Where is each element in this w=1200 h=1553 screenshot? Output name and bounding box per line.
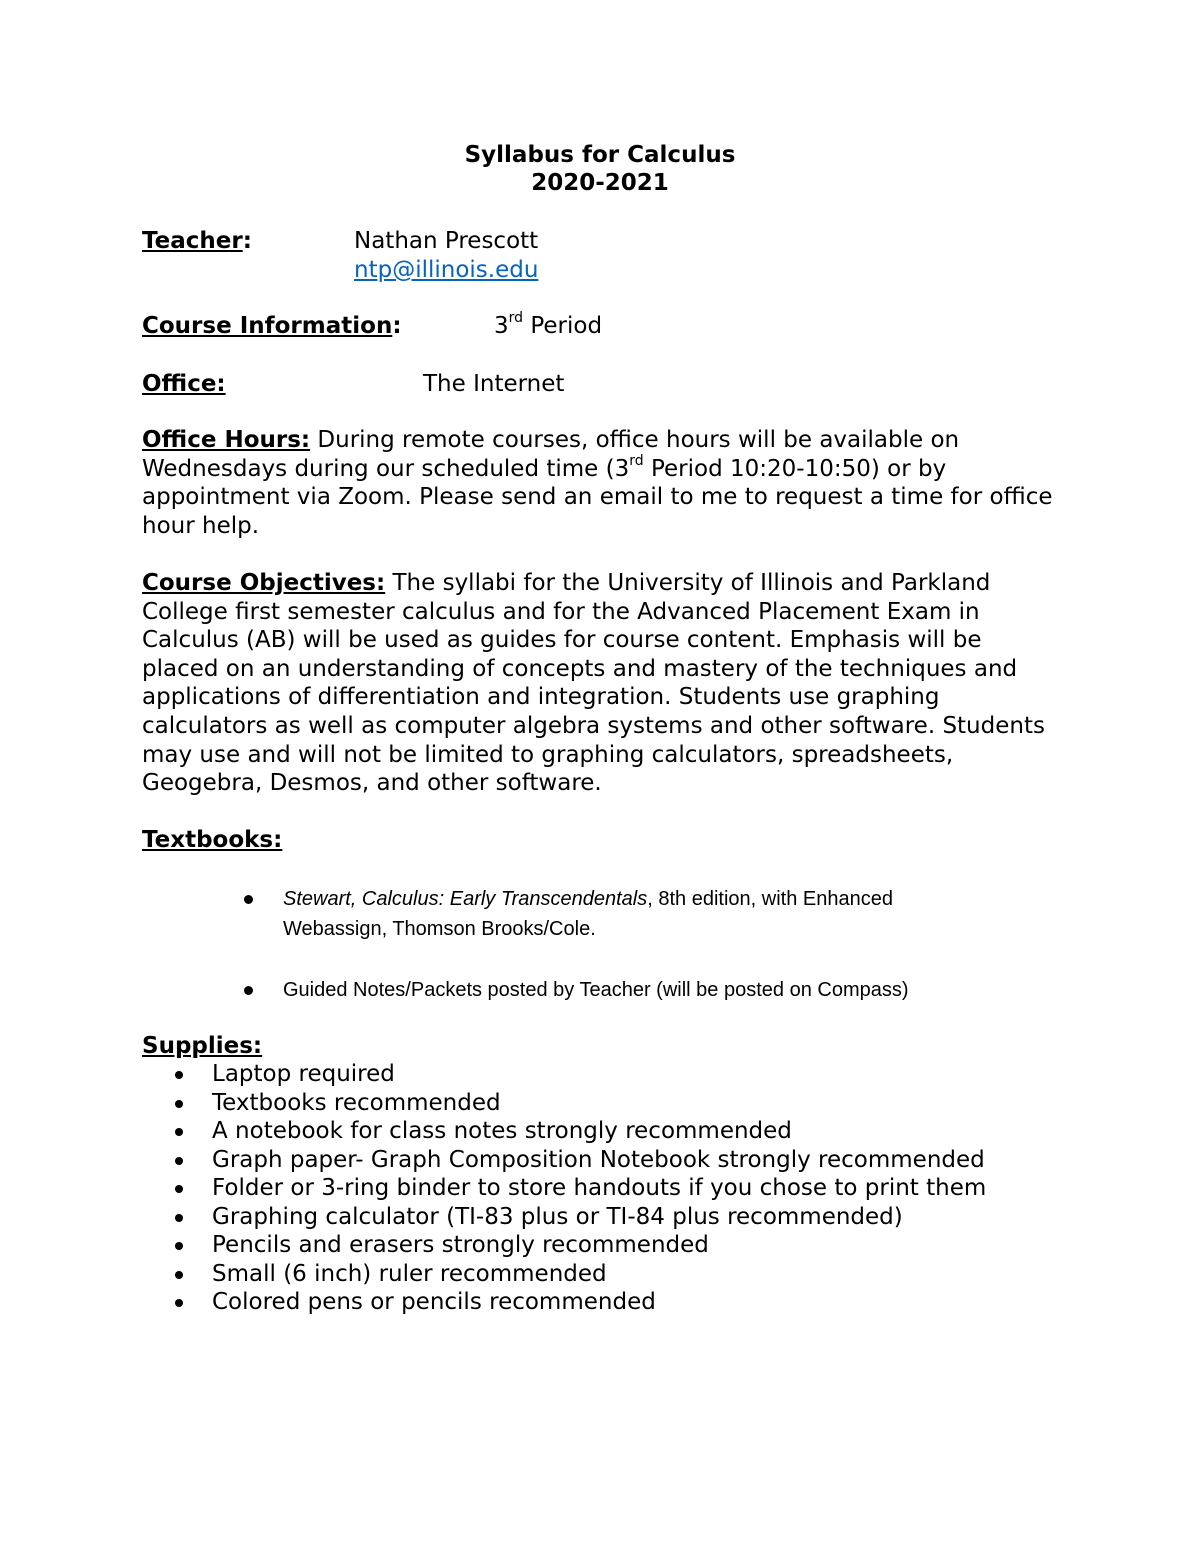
office-hours-text-2: Period 10:20-10:50) or by appointment via Zoom. Please send an email to me to request a time for office hour help.	[142, 455, 1053, 539]
course-objectives-paragraph	[142, 569, 1057, 798]
course-period-word: Period	[523, 313, 603, 339]
supply-item-text: Graph paper- Graph Composition Notebook strongly recommended	[212, 1146, 985, 1173]
teacher-name: Nathan Prescott	[354, 228, 539, 254]
supply-item-text: Small (6 inch) ruler recommended	[212, 1260, 607, 1287]
teacher-row	[142, 227, 252, 255]
course-objectives-text: The syllabi for the University of Illinois and Parkland College first semester calculus and for the Advanced Placement Exam in Calculus (AB) will be used as guides for course content. Emphasis will be placed on an understanding of concepts and mastery of the techniques and applications of differentiation and integration. Students use graphing calculators as well as computer algebra systems and other software. Students may use and will not be limited to graphing calculators, spreadsheets, Geogebra, Desmos, and other software.	[142, 570, 1045, 797]
supply-item-text: A notebook for class notes strongly recommended	[212, 1118, 792, 1144]
office-hours-label: Office Hours:	[142, 427, 311, 453]
bullet-icon	[175, 1071, 183, 1079]
textbooks-label: Textbooks:	[142, 827, 283, 853]
supplies-label: Supplies:	[142, 1033, 263, 1059]
textbook-details: , 8th edition, with Enhanced	[647, 888, 893, 910]
teacher-label: Teacher	[142, 228, 243, 254]
office-hours-text-1: During remote courses, office hours will be available on Wednesdays during our scheduled time (3	[142, 427, 960, 482]
bullet-icon	[175, 1128, 183, 1136]
course-information-label: Course Information	[142, 313, 393, 339]
bullet-icon	[175, 1214, 183, 1222]
office-hours-paragraph	[142, 426, 1057, 540]
teacher-colon: :	[242, 228, 252, 254]
office-label: Office:	[142, 371, 226, 397]
course-period-suffix: rd	[508, 310, 524, 327]
teacher-email-link[interactable]: ntp@illinois.edu	[354, 257, 539, 283]
course-objectives-label: Course Objectives:	[142, 570, 386, 596]
bullet-icon	[244, 895, 253, 904]
bullet-icon	[175, 1299, 183, 1307]
bullet-icon	[175, 1271, 183, 1279]
course-period	[494, 312, 602, 340]
textbook-item-text	[283, 884, 1003, 944]
textbook-item-text: Guided Notes/Packets posted by Teacher (will be posted on Compass)	[283, 979, 909, 1001]
document-year: 2020-2021	[531, 170, 669, 196]
bullet-icon	[175, 1242, 183, 1250]
supply-item-text: Colored pens or pencils recommended	[212, 1289, 656, 1315]
supply-item-text: Pencils and erasers strongly recommended	[212, 1232, 709, 1258]
course-period-number: 3	[494, 313, 509, 339]
supply-item-text: Laptop required	[212, 1061, 395, 1087]
textbook-publisher: Webassign, Thomson Brooks/Cole.	[283, 918, 596, 940]
bullet-icon	[175, 1100, 183, 1108]
supply-item-text: Textbooks recommended	[212, 1089, 501, 1116]
bullet-icon	[244, 986, 253, 995]
course-information-colon: :	[392, 313, 402, 339]
office-value: The Internet	[423, 371, 565, 397]
supply-item-text: Graphing calculator (TI-83 plus or TI-84 plus recommended)	[212, 1203, 903, 1230]
office-hours-sup: rd	[629, 452, 644, 469]
supply-item-text: Folder or 3-ring binder to store handouts if you chose to print them	[212, 1175, 987, 1201]
course-information-row	[142, 312, 402, 340]
textbook-title: Stewart, Calculus: Early Transcendentals	[283, 888, 648, 910]
document-title: Syllabus for Calculus	[464, 142, 736, 168]
bullet-icon	[175, 1185, 183, 1193]
bullet-icon	[175, 1157, 183, 1165]
